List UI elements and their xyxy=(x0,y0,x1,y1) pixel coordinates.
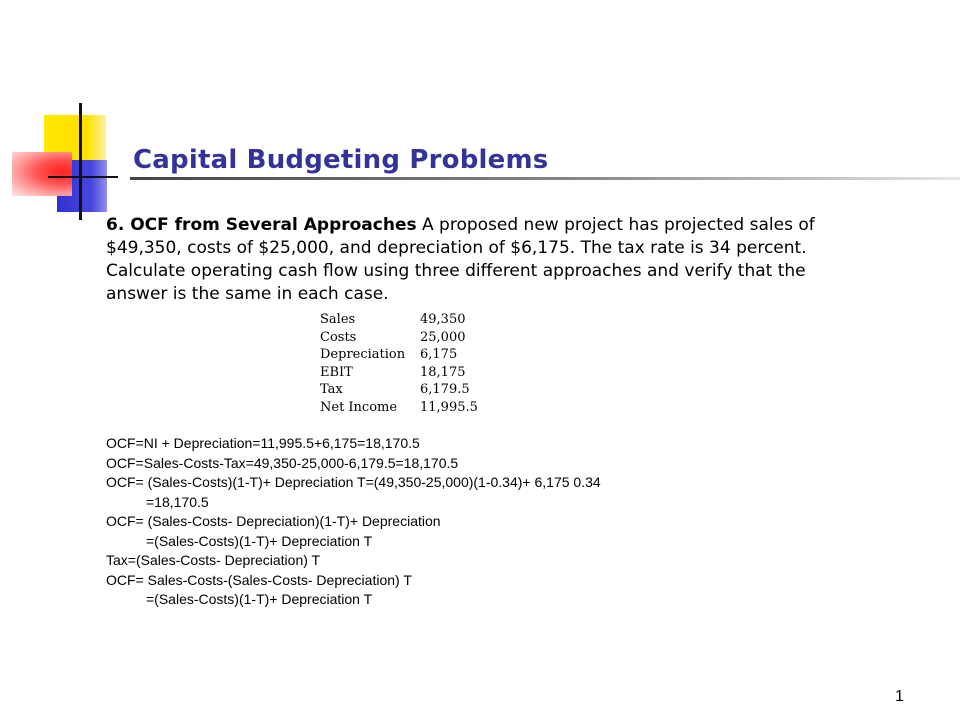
decorative-red-square xyxy=(12,152,72,196)
page-number: 1 xyxy=(895,688,904,705)
row-label: Tax xyxy=(320,382,343,397)
formula-line: OCF= (Sales-Costs- Depreciation)(1-T)+ Depreciation xyxy=(106,513,441,529)
problem-text: A proposed new project has projected sales of $49,350, costs of $25,000, and depreciation of $6,175. The tax rate is 34 percent. Calculate operating cash flow using three different approaches and verify that the answer is the same in each case xyxy=(106,215,815,304)
row-label: Net Income xyxy=(320,399,398,415)
formula-line: OCF= (Sales-Costs)(1-T)+ Depreciation T=(49,350-25,000)(1-0.34)+ 6,175 0.34 xyxy=(106,474,601,490)
row-label: Sales xyxy=(320,312,356,327)
ocf-formulas xyxy=(106,434,601,610)
income-statement-table xyxy=(316,311,478,416)
row-value: 18,175 xyxy=(420,364,466,380)
table-row xyxy=(316,346,478,364)
problem-heading: 6. OCF from Several Approaches xyxy=(106,215,417,235)
row-label: Depreciation xyxy=(320,347,406,362)
formula-line: =18,170.5 xyxy=(146,493,209,510)
title-underline xyxy=(130,177,960,180)
formula-line: OCF= Sales-Costs-(Sales-Costs- Depreciation) T xyxy=(106,571,412,588)
formula-line: OCF=NI + Depreciation=11,995.5+6,175=18,170.5 xyxy=(106,435,420,451)
problem-end: . xyxy=(383,284,389,304)
decorative-vertical-line xyxy=(79,103,82,220)
row-label: Costs xyxy=(320,329,357,345)
formula-line: =(Sales-Costs)(1-T)+ Depreciation T xyxy=(146,532,373,549)
row-value: 6,175 xyxy=(420,347,458,362)
row-value: 6,179.5 xyxy=(420,382,470,397)
table-row xyxy=(316,329,478,347)
row-value: 11,995.5 xyxy=(420,399,478,415)
formula-line: Tax=(Sales-Costs- Depreciation) T xyxy=(106,552,321,568)
table-row xyxy=(316,364,478,382)
formula-line: OCF=Sales-Costs-Tax=49,350-25,000-6,179.5=18,170.5 xyxy=(106,454,459,471)
slide-title: Capital Budgeting Problems xyxy=(133,145,549,175)
decorative-horizontal-line xyxy=(48,176,118,178)
table-row xyxy=(316,399,478,417)
row-value: 25,000 xyxy=(420,329,466,345)
formula-line: =(Sales-Costs)(1-T)+ Depreciation T xyxy=(146,591,373,607)
row-label: EBIT xyxy=(320,364,353,380)
problem-statement xyxy=(106,214,866,306)
table-row xyxy=(316,381,478,399)
row-value: 49,350 xyxy=(420,312,466,327)
table-row xyxy=(316,311,478,329)
